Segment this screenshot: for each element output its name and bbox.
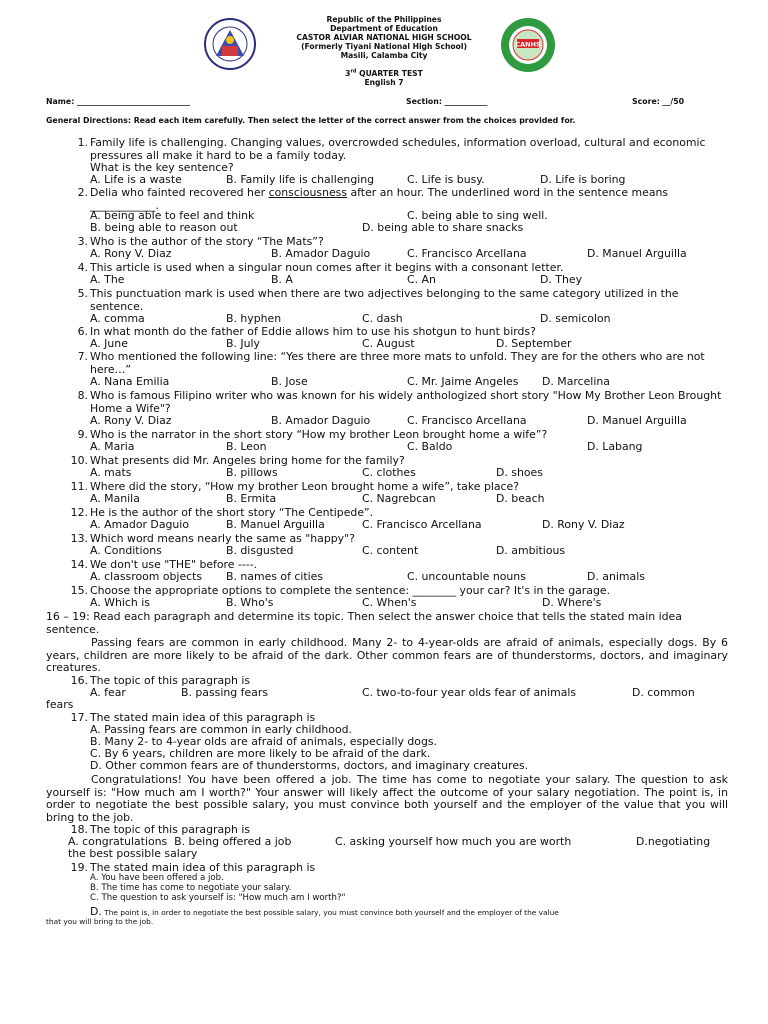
- question-number: 13.: [70, 532, 88, 545]
- choice-d: D. Life is boring: [540, 173, 626, 186]
- school-address: Masili, Calamba City: [340, 51, 428, 60]
- question-text: Who mentioned the following line: “Yes there are three more mats to unfold. They are for the others who are not here…”: [90, 350, 705, 376]
- question-text: The stated main idea of this paragraph is: [90, 711, 316, 724]
- score-field: Score: __/50: [632, 97, 685, 106]
- choice-c: C. When's: [362, 596, 417, 609]
- question-text: Delia who fainted recovered her consciousness after an hour. The underlined word in the sentence means ____________.: [90, 186, 669, 212]
- choice-c: C. Mr. Jaime Angeles: [407, 375, 519, 388]
- school-former-name: (Formerly Tiyani National High School): [301, 42, 467, 51]
- choice-d: D. Rony V. Diaz: [542, 518, 625, 531]
- choice-a: A. fear: [90, 686, 126, 699]
- choice-c: C. Francisco Arcellana: [362, 518, 482, 531]
- svg-text:CANHS: CANHS: [515, 40, 541, 49]
- question-number: 3.: [77, 235, 88, 248]
- choice-c: C. Francisco Arcellana: [407, 414, 527, 427]
- question-number: 8.: [77, 389, 88, 402]
- choice-d: D. Marcelina: [542, 375, 610, 388]
- choice-b: B. The time has come to negotiate your salary.: [90, 883, 292, 893]
- choice-d-continuation: the best possible salary: [68, 847, 198, 860]
- underlined-word: consciousness: [268, 186, 348, 199]
- choice-a: A. Passing fears are common in early childhood.: [90, 723, 353, 736]
- choice-c: C. August: [362, 337, 415, 350]
- question-text: The stated main idea of this paragraph is: [90, 861, 316, 874]
- choice-a: A. Manila: [90, 492, 140, 505]
- choice-a: A. classroom objects: [90, 570, 203, 583]
- choice-a: A. Nana Emilia: [90, 375, 170, 388]
- choice-b: B. Ermita: [226, 492, 277, 505]
- choice-c: C. dash: [362, 312, 403, 325]
- choice-d: D. Manuel Arguilla: [587, 247, 687, 260]
- choice-a: A. mats: [90, 466, 132, 479]
- question-text: Family life is challenging. Changing values, overcrowded schedules, information overload, cultural and economic pressures all make it hard to be a family today.: [90, 136, 706, 162]
- choice-d: D. Other common fears are of thunderstorms, doctors, and imaginary creatures.: [90, 759, 529, 772]
- question-text: We don't use "THE" before ----.: [90, 558, 258, 571]
- choice-b: B. Leon: [226, 440, 267, 453]
- question-number: 17.: [70, 711, 88, 724]
- question-number: 6.: [77, 325, 88, 338]
- choice-b: B. disgusted: [226, 544, 294, 557]
- choice-b: B. being offered a job: [174, 835, 292, 848]
- question-text: The topic of this paragraph is: [90, 674, 251, 687]
- choice-b: B. Amador Daguio: [271, 414, 371, 427]
- choice-a: A. The: [90, 273, 125, 286]
- choice-b: B. Many 2- to 4-year olds are afraid of animals, especially dogs.: [90, 735, 438, 748]
- question-text: This punctuation mark is used when there are two adjectives belonging to the same category utilized in the sentence.: [90, 287, 679, 313]
- question-number: 11.: [70, 480, 88, 493]
- choice-c: C. asking yourself how much you are worth: [335, 835, 572, 848]
- choice-b: B. being able to reason out: [90, 221, 238, 234]
- subject-title: English 7: [364, 78, 404, 87]
- choice-b: B. names of cities: [226, 570, 324, 583]
- question-text: In what month do the father of Eddie allows him to use his shotgun to hunt birds?: [90, 325, 536, 338]
- choice-a: A. Life is a waste: [90, 173, 182, 186]
- choice-a: A. comma: [90, 312, 145, 325]
- test-title: 3rd QUARTER TEST: [345, 68, 423, 78]
- choice-d-continuation: fears: [46, 698, 74, 711]
- choice-a: A. June: [90, 337, 128, 350]
- choice-a: A. being able to feel and think: [90, 209, 255, 222]
- choice-c: C. being able to sing well.: [407, 209, 548, 222]
- choice-a: A. Amador Daguio: [90, 518, 189, 531]
- choice-b: B. Manuel Arguilla: [226, 518, 325, 531]
- choice-b: B. passing fears: [181, 686, 268, 699]
- question-text: Who is the narrator in the short story “How my brother Leon brought home a wife”?: [90, 428, 548, 441]
- section-field: Section: ___________: [406, 97, 488, 106]
- question-number: 2.: [77, 186, 88, 199]
- choice-c: C. The question to ask yourself is: "How much am I worth?": [90, 893, 346, 903]
- choice-d: D. Manuel Arguilla: [587, 414, 687, 427]
- choice-d: D. Where's: [542, 596, 602, 609]
- choice-d: D. semicolon: [540, 312, 611, 325]
- choice-b: B. A: [271, 273, 293, 286]
- choice-d: D. beach: [496, 492, 545, 505]
- name-field: Name: _____________________________: [46, 97, 191, 106]
- question-number: 1.: [77, 136, 88, 149]
- choice-b: B. Jose: [271, 375, 308, 388]
- choice-d: D. The point is, in order to negotiate the best possible salary, you must convince both yourself and the employer of the value: [90, 905, 559, 918]
- question-number: 18.: [70, 823, 88, 836]
- choice-b: B. hyphen: [226, 312, 282, 325]
- choice-d: D. animals: [587, 570, 645, 583]
- choice-d: D.negotiating: [636, 835, 711, 848]
- choice-c: C. Francisco Arcellana: [407, 247, 527, 260]
- choice-d: D. shoes: [496, 466, 543, 479]
- question-number: 10.: [70, 454, 88, 467]
- question-number: 7.: [77, 350, 88, 363]
- reading-paragraph-1: Passing fears are common in early childhood. Many 2- to 4-year-olds are afraid of animals, especially dogs. By 6 years, children are more likely to be afraid of the dark. Other common fears are of thunderstorms, doctors, and imaginary creatures.: [46, 636, 728, 674]
- question-text: Who is the author of the story “The Mats”?: [90, 235, 324, 248]
- question-text: Choose the appropriate options to complete the sentence: ________ your car? It's in the garage.: [90, 584, 611, 597]
- choice-c: C. clothes: [362, 466, 416, 479]
- question-number: 16.: [70, 674, 88, 687]
- question-text: Who is famous Filipino writer who was known for his widely anthologized short story "How My Brother Leon Brought Home a Wife"?: [90, 389, 722, 415]
- question-number: 15.: [70, 584, 88, 597]
- choice-c: C. Life is busy.: [407, 173, 485, 186]
- choice-d: D. common: [632, 686, 695, 699]
- question-text: He is the author of the short story “The Centipede”.: [90, 506, 374, 519]
- republic-line: Republic of the Philippines: [326, 15, 442, 24]
- reading-paragraph-2: Congratulations! You have been offered a job. The time has come to negotiate your salary. The question to ask yourself is: "How much am I worth?" Your answer will likely affect the outcome of your salary negotiation. The point is, in order to negotiate the best possible salary, you must convince both yourself and the employer of the value that you will bring to the job.: [46, 773, 728, 824]
- choice-c: C. Baldo: [407, 440, 453, 453]
- choice-a: A. You have been offered a job.: [90, 873, 224, 883]
- choice-d: D. ambitious: [496, 544, 566, 557]
- choice-b: B. Family life is challenging: [226, 173, 375, 186]
- choice-b: B. Who's: [226, 596, 274, 609]
- instructions-16-19: 16 – 19: Read each paragraph and determine its topic. Then select the answer choice that tells the stated main idea sentence.: [46, 610, 682, 636]
- school-name: CASTOR ALVIAR NATIONAL HIGH SCHOOL: [296, 33, 472, 42]
- question-text: Where did the story, “How my brother Leon brought home a wife”, take place?: [90, 480, 520, 493]
- choice-c: C. Nagrebcan: [362, 492, 436, 505]
- choice-a: A. Maria: [90, 440, 135, 453]
- choice-d: D. They: [540, 273, 583, 286]
- choice-c: C. two-to-four year olds fear of animals: [362, 686, 577, 699]
- department-line: Department of Education: [330, 24, 438, 33]
- question-text: This article is used when a singular noun comes after it begins with a consonant letter.: [90, 261, 564, 274]
- question-number: 14.: [70, 558, 88, 571]
- choice-b: B. July: [226, 337, 260, 350]
- choice-c: C. An: [407, 273, 436, 286]
- deped-seal-logo: [204, 18, 256, 70]
- choice-c: C. content: [362, 544, 419, 557]
- question-number: 4.: [77, 261, 88, 274]
- choice-d-continuation: that you will bring to the job.: [46, 917, 154, 926]
- choice-d: D. Labang: [587, 440, 643, 453]
- general-directions: General Directions: Read each item carefully. Then select the letter of the correct answer from the choices provided for.: [46, 116, 576, 125]
- choice-a: A. Which is: [90, 596, 150, 609]
- choice-b: B. Amador Daguio: [271, 247, 371, 260]
- choice-d: D. September: [496, 337, 572, 350]
- choice-a: A. Rony V. Diaz: [90, 414, 172, 427]
- question-number: 9.: [77, 428, 88, 441]
- choice-a: A. congratulations: [68, 835, 168, 848]
- choice-c: C. By 6 years, children are more likely to be afraid of the dark.: [90, 747, 431, 760]
- choice-b: B. pillows: [226, 466, 278, 479]
- question-number: 5.: [77, 287, 88, 300]
- question-number: 19.: [70, 861, 88, 874]
- choice-c: C. uncountable nouns: [407, 570, 526, 583]
- question-text: What presents did Mr. Angeles bring home for the family?: [90, 454, 405, 467]
- choice-a: A. Conditions: [90, 544, 162, 557]
- question-prompt: What is the key sentence?: [90, 161, 234, 174]
- question-number: 12.: [70, 506, 88, 519]
- question-text: Which word means nearly the same as "happy"?: [90, 532, 355, 545]
- choice-a: A. Rony V. Diaz: [90, 247, 172, 260]
- question-text: The topic of this paragraph is: [90, 823, 251, 836]
- choice-d: D. being able to share snacks: [362, 221, 524, 234]
